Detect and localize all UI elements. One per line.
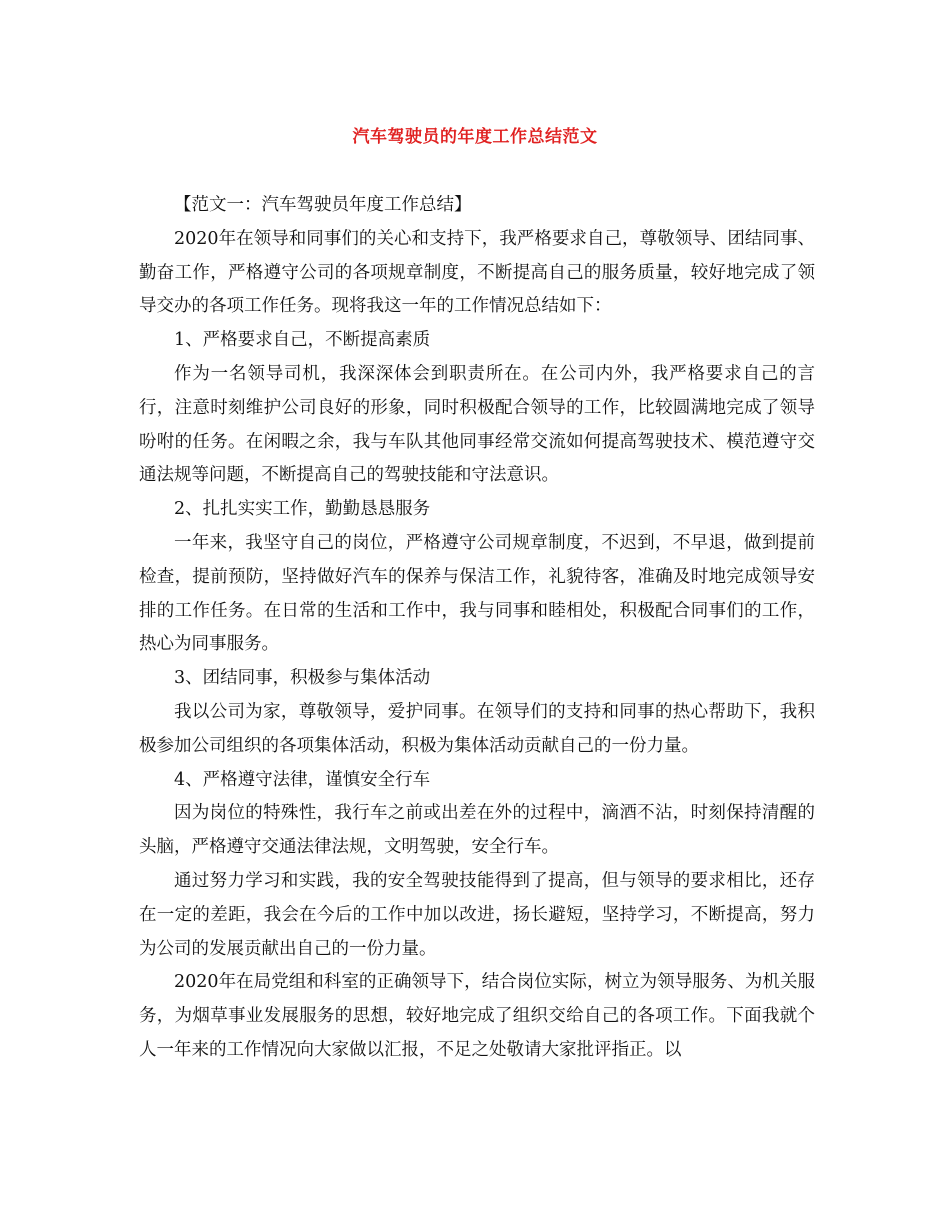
body-paragraph: 我以公司为家，尊敬领导，爱护同事。在领导们的支持和同事的热心帮助下，我积极参加公司组织的各项集体活动，积极为集体活动贡献自己的一份力量。: [139, 701, 815, 756]
section-heading: 3、团结同事，积极参与集体活动: [174, 668, 431, 689]
body-paragraph: 2020年在领导和同事们的关心和支持下，我严格要求自己，尊敬领导、团结同事、勤奋工作，严格遵守公司的各项规章制度，不断提高自己的服务质量，较好地完成了领导交办的各项工作任务。现将我这一年的工作情况总结如下：: [139, 228, 815, 317]
section-heading-sample-one: 【范文一：汽车驾驶员年度工作总结】: [174, 195, 472, 215]
section-heading: 4、严格遵守法律，谨慎安全行车: [174, 769, 431, 790]
document-body: [139, 189, 815, 1068]
body-paragraph: 一年来，我坚守自己的岗位，严格遵守公司规章制度，不迟到，不早退，做到提前检查，提前预防，坚持做好汽车的保养与保洁工作，礼貌待客，准确及时地完成领导安排的工作任务。在日常的生活和工作中，我与同事和睦相处，积极配合同事们的工作，热心为同事服务。: [139, 532, 815, 655]
document-title: 汽车驾驶员的年度工作总结范文: [352, 127, 598, 147]
body-paragraph: 通过努力学习和实践，我的安全驾驶技能得到了提高，但与领导的要求相比，还存在一定的差距，我会在今后的工作中加以改进，扬长避短，坚持学习，不断提高，努力为公司的发展贡献出自己的一份力量。: [139, 870, 815, 959]
body-paragraph: 2020年在局党组和科室的正确领导下，结合岗位实际，树立为领导服务、为机关服务，为烟草事业发展服务的思想，较好地完成了组织交给自己的各项工作。下面我就个人一年来的工作情况向大家做以汇报，不足之处敬请大家批评指正。以: [139, 972, 815, 1060]
body-paragraph: 因为岗位的特殊性，我行车之前或出差在外的过程中，滴酒不沾，时刻保持清醒的头脑，严格遵守交通法律法规，文明驾驶，安全行车。: [139, 803, 815, 858]
body-paragraph: 作为一名领导司机，我深深体会到职责所在。在公司内外，我严格要求自己的言行，注意时刻维护公司良好的形象，同时积极配合领导的工作，比较圆满地完成了领导吩咐的任务。在闲暇之余，我与车队其他同事经常交流如何提高驾驶技术、模范遵守交通法规等问题，不断提高自己的驾驶技能和守法意识。: [139, 363, 815, 486]
section-heading: 1、严格要求自己，不断提高素质: [174, 330, 431, 351]
section-heading: 2、扎扎实实工作，勤勤恳恳服务: [174, 499, 431, 520]
